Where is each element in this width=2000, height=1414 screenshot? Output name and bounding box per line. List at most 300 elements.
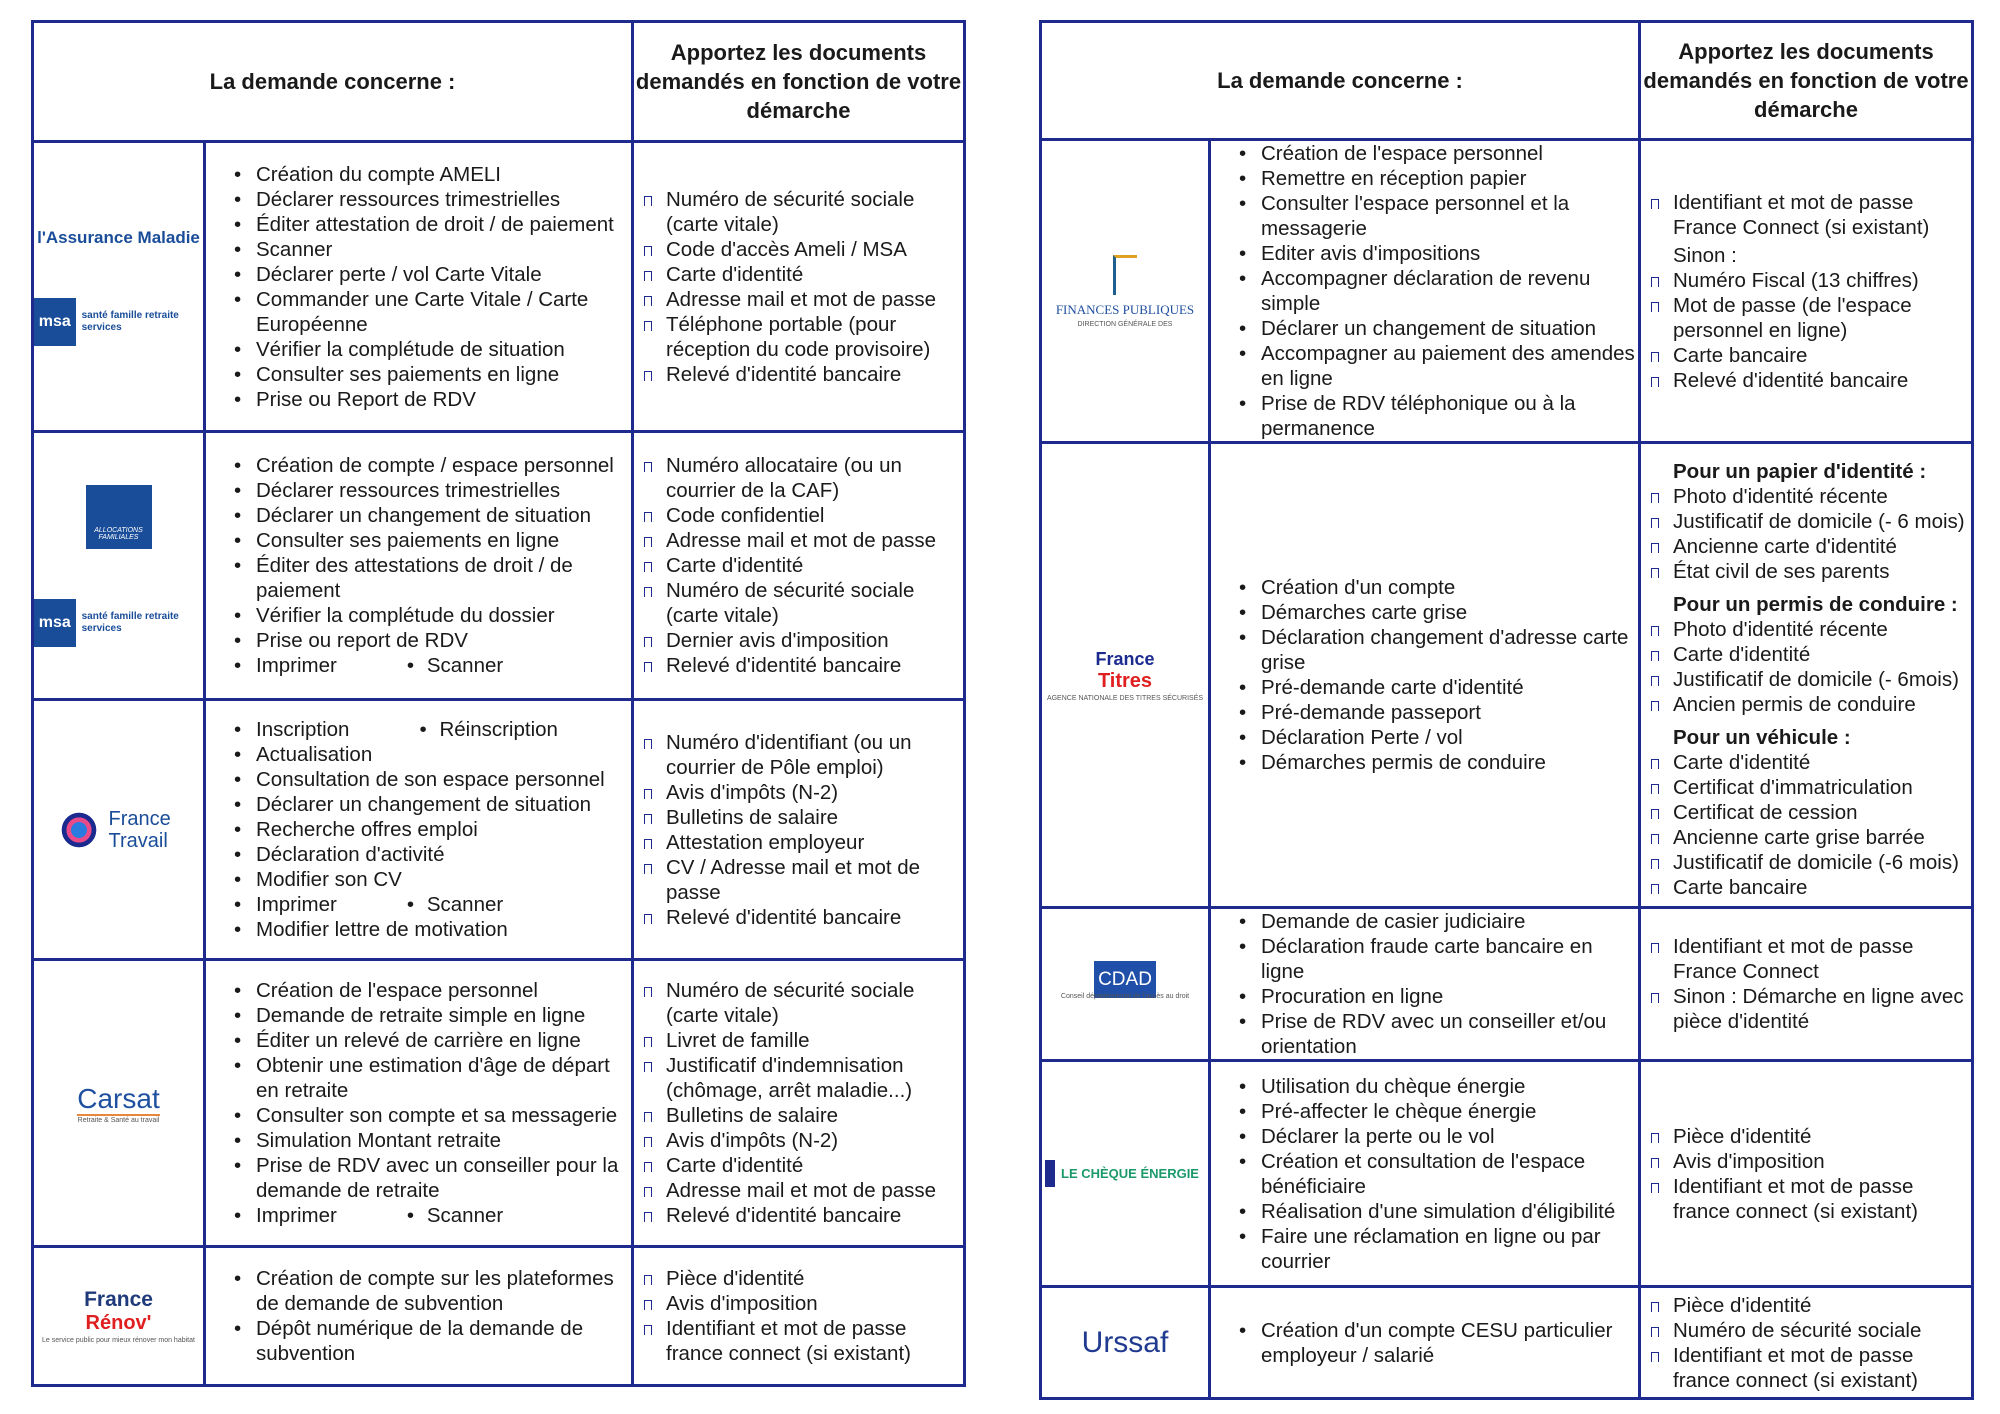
document-item (1651, 293, 1971, 343)
demarche-item: • Vérifier la complétude du dossier (234, 603, 631, 628)
document-item (644, 1128, 963, 1153)
documents-cell (633, 142, 965, 432)
document-item (1651, 190, 1971, 240)
document-item (644, 528, 963, 553)
logo-text-2: Titres (1097, 669, 1153, 692)
checkbox-icon (1651, 518, 1659, 528)
checkbox-icon (1651, 543, 1659, 553)
checkbox-icon (644, 562, 652, 572)
logo-text: LE CHÈQUE ÉNERGIE (1045, 1160, 1205, 1187)
document-item (1651, 1343, 1971, 1393)
document-item (1651, 1318, 1971, 1343)
demarche-item: • Pré-demande passeport (1239, 700, 1638, 725)
document-text: Code d'accès Ameli / MSA (666, 237, 907, 261)
checkbox-icon (644, 662, 652, 672)
demarche-item: • Déclaration d'activité (234, 842, 631, 867)
document-item (644, 453, 963, 503)
logo-carsat (34, 1083, 203, 1124)
msa-logo (34, 298, 203, 346)
document-item (1651, 484, 1971, 509)
checkbox-icon (644, 1137, 652, 1147)
logo-cell (33, 700, 205, 960)
logo-text: France (1095, 648, 1155, 669)
checkbox-icon (644, 789, 652, 799)
document-text: Pour un permis de conduire : (1673, 592, 1958, 616)
checkbox-icon (644, 1325, 652, 1335)
document-text: Avis d'imposition (666, 1292, 818, 1315)
demarche-text: Inscription (256, 718, 350, 741)
demarche-item: • Actualisation (234, 742, 631, 767)
checkbox-icon (1651, 277, 1659, 287)
demarche-text: • Scanner (407, 1204, 503, 1227)
checkbox-icon (1651, 809, 1659, 819)
checkbox-icon (1651, 1352, 1659, 1362)
document-text: Relevé d'identité bancaire (666, 905, 902, 929)
document-text: Numéro de sécurité sociale (1673, 1318, 1922, 1342)
document-text: Pièce d'identité (1673, 1124, 1812, 1148)
document-text: Téléphone portable (pour réception du code provisoire) (666, 312, 931, 361)
document-item (644, 730, 963, 780)
document-text: Adresse mail et mot de passe (666, 1179, 937, 1202)
logo-titres (1042, 649, 1208, 702)
checkbox-icon (644, 814, 652, 824)
msa-logo (34, 599, 203, 647)
document-text: Ancien permis de conduire (1673, 692, 1916, 716)
document-text: Adresse mail et mot de passe (666, 287, 937, 311)
document-item (1651, 559, 1971, 584)
checkbox-icon (1651, 352, 1659, 362)
demarche-item: • Déclaration Perte / vol (1239, 725, 1638, 750)
table-row (1041, 1061, 1973, 1287)
demarches-list (1211, 909, 1638, 1059)
document-text: Pour un papier d'identité : (1673, 459, 1927, 483)
document-text: Relevé d'identité bancaire (666, 654, 902, 677)
header-demande: La demande concerne : (33, 22, 633, 142)
document-item (1651, 775, 1971, 800)
document-item (644, 628, 963, 653)
checkbox-icon (644, 1037, 652, 1047)
checkbox-icon (1651, 1183, 1659, 1193)
demarche-item (234, 892, 631, 917)
document-text: Code confidentiel (666, 504, 825, 527)
demarche-item: • Création de compte sur les plateformes de demande de subvention (234, 1266, 631, 1316)
demarche-item (234, 717, 631, 742)
documents-cell (633, 960, 965, 1247)
document-item (644, 1153, 963, 1178)
msa-mark: msa (34, 298, 76, 346)
documents-list (634, 1266, 963, 1366)
document-item (1651, 534, 1971, 559)
document-text: Bulletins de salaire (666, 1104, 839, 1127)
logo-renov (34, 1288, 203, 1344)
document-text: Relevé d'identité bancaire (666, 362, 902, 386)
documents-cell (1640, 443, 1973, 908)
documents-cell (633, 1247, 965, 1386)
checkbox-icon (644, 246, 652, 256)
demarche-item: • Prise ou Report de RDV (234, 387, 631, 412)
document-item (1651, 1124, 1971, 1149)
demarches-list (1211, 575, 1638, 775)
table-row (33, 700, 965, 960)
document-text: Livret de famille (666, 1029, 810, 1052)
document-text: Photo d'identité récente (1673, 617, 1888, 641)
document-text: Identifiant et mot de passe France Connect (1673, 935, 1914, 983)
document-item (644, 262, 963, 287)
logo-subtitle: Le service public pour mieux rénover mon habitat (42, 1337, 195, 1344)
document-item (644, 1291, 963, 1316)
document-item (1651, 1174, 1971, 1224)
checkbox-icon (644, 739, 652, 749)
document-text: Sinon : Démarche en ligne avec pièce d'identité (1673, 985, 1964, 1033)
demarche-item: • Pré-affecter le chèque énergie (1239, 1099, 1638, 1124)
checkbox-icon (644, 987, 652, 997)
demarches-list (206, 717, 631, 942)
document-text: Identifiant et mot de passe France Connect (si existant) (1673, 190, 1930, 239)
documents-list (1641, 459, 1971, 900)
checkbox-icon (644, 587, 652, 597)
document-item (1651, 800, 1971, 825)
document-text: Carte d'identité (666, 554, 804, 577)
document-item (644, 1028, 963, 1053)
checkbox-icon (1651, 1302, 1659, 1312)
document-item (644, 905, 963, 930)
document-item (644, 855, 963, 905)
demarche-item: • Editer avis d'impositions (1239, 241, 1638, 266)
checkbox-icon (1651, 302, 1659, 312)
demarche-item: • Simulation Montant retraite (234, 1128, 631, 1153)
document-text: Numéro de sécurité sociale (carte vitale) (666, 187, 915, 236)
document-text: Certificat d'immatriculation (1673, 775, 1913, 799)
checkbox-icon (644, 864, 652, 874)
demarche-item: • Vérifier la complétude de situation (234, 337, 631, 362)
demarche-text: Imprimer (256, 1204, 337, 1227)
demarche-item: • Demande de casier judiciaire (1239, 909, 1638, 934)
checkbox-icon (1651, 784, 1659, 794)
document-text: Sinon : (1673, 243, 1737, 267)
checkbox-icon (1651, 701, 1659, 711)
checkbox-icon (644, 839, 652, 849)
documents-list (634, 730, 963, 930)
document-item (1651, 268, 1971, 293)
logo-cell (33, 960, 205, 1247)
document-item (644, 830, 963, 855)
caf-logo: ALLOCATIONS FAMILIALES (86, 485, 152, 549)
document-text: Justificatif de domicile (- 6mois) (1673, 667, 1959, 691)
demarches-cell (1210, 908, 1640, 1061)
checkbox-icon (1651, 199, 1659, 209)
documents-section-heading (1651, 725, 1971, 750)
checkbox-icon (644, 512, 652, 522)
msa-words: santé famille retraite services (81, 309, 179, 333)
demarche-item: • Éditer un relevé de carrière en ligne (234, 1028, 631, 1053)
document-item (644, 653, 963, 678)
demarche-item (234, 1203, 631, 1228)
document-item (644, 1103, 963, 1128)
demarche-item: • Déclaration changement d'adresse carte grise (1239, 625, 1638, 675)
demarches-list (206, 453, 631, 678)
documents-list (1641, 190, 1971, 393)
checkbox-icon (644, 1187, 652, 1197)
checkbox-icon (644, 1112, 652, 1122)
document-item (644, 1266, 963, 1291)
document-text: Certificat de cession (1673, 800, 1858, 824)
document-item (1651, 509, 1971, 534)
document-text: Justificatif d'indemnisation (chômage, arrêt maladie...) (666, 1054, 913, 1102)
documents-list (634, 978, 963, 1228)
demarche-item: • Modifier lettre de motivation (234, 917, 631, 942)
demarche-item: • Utilisation du chèque énergie (1239, 1074, 1638, 1099)
demarche-item: • Création et consultation de l'espace bénéficiaire (1239, 1149, 1638, 1199)
demarches-cell (205, 960, 633, 1247)
logo-text: France Travail (108, 807, 171, 852)
document-item (1651, 825, 1971, 850)
demarche-item: • Prise ou report de RDV (234, 628, 631, 653)
document-text: Justificatif de domicile (- 6 mois) (1673, 509, 1965, 533)
document-text: Numéro de sécurité sociale (carte vitale) (666, 579, 915, 627)
checkbox-icon (1651, 834, 1659, 844)
documents-list (1641, 1293, 1971, 1393)
document-item (644, 1203, 963, 1228)
document-item (644, 780, 963, 805)
logo-cell (33, 432, 205, 700)
document-text: Mot de passe (de l'espace personnel en ligne) (1673, 293, 1912, 342)
demarche-item: • Consultation de son espace personnel (234, 767, 631, 792)
documents-cell (1640, 1287, 1973, 1399)
document-text: Numéro d'identifiant (ou un courrier de Pôle emploi) (666, 730, 912, 779)
table-row (1041, 908, 1973, 1061)
checkbox-icon (1651, 1133, 1659, 1143)
document-item (644, 287, 963, 312)
demarches-cell (1210, 140, 1640, 443)
checkbox-icon (644, 1212, 652, 1222)
document-text: Identifiant et mot de passe france connect (si existant) (1673, 1343, 1918, 1392)
logo-text: Carsat (77, 1082, 160, 1114)
documents-list (634, 187, 963, 387)
documents-section-heading (1651, 459, 1971, 484)
document-item (1651, 1149, 1971, 1174)
demarches-list (206, 1266, 631, 1366)
document-item (1651, 750, 1971, 775)
checkbox-icon (644, 462, 652, 472)
demarche-item: • Prise de RDV téléphonique ou à la permanence (1239, 391, 1638, 441)
demarches-cell (205, 700, 633, 960)
checkbox-icon (1651, 759, 1659, 769)
demarche-item: • Déclarer un changement de situation (234, 792, 631, 817)
checkbox-icon (644, 321, 652, 331)
demarche-item: • Éditer attestation de droit / de paiement (234, 212, 631, 237)
demarche-item (234, 653, 631, 678)
demarche-item: • Déclarer ressources trimestrielles (234, 187, 631, 212)
document-text: CV / Adresse mail et mot de passe (666, 855, 921, 904)
document-text: Photo d'identité récente (1673, 484, 1888, 508)
demarches-list (1211, 1318, 1638, 1368)
logo-cell (1041, 908, 1210, 1061)
logo-text: CDAD (1094, 961, 1156, 998)
document-text: Carte d'identité (1673, 642, 1811, 666)
document-item (644, 1316, 963, 1366)
demarche-item: • Obtenir une estimation d'âge de départ en retraite (234, 1053, 631, 1103)
document-item (1651, 984, 1971, 1034)
demarche-item: • Demande de retraite simple en ligne (234, 1003, 631, 1028)
checkbox-icon (1651, 676, 1659, 686)
demarche-item: • Création d'un compte (1239, 575, 1638, 600)
document-item (1651, 1293, 1971, 1318)
document-text: Numéro Fiscal (13 chiffres) (1673, 268, 1919, 292)
demarche-item: • Consulter son compte et sa messagerie (234, 1103, 631, 1128)
msa-words: santé famille retraite services (81, 610, 179, 634)
documents-cell (633, 700, 965, 960)
header-documents: Apportez les documents demandés en fonction de votre démarche (1640, 22, 1973, 140)
demarche-item: • Commander une Carte Vitale / Carte Européenne (234, 287, 631, 337)
documents-cell (633, 432, 965, 700)
msa-mark: msa (34, 599, 76, 647)
document-text: État civil de ses parents (1673, 559, 1890, 583)
document-text: Carte d'identité (1673, 750, 1811, 774)
demarche-item: • Création de l'espace personnel (1239, 141, 1638, 166)
document-text: Relevé d'identité bancaire (666, 1204, 902, 1227)
logo-subtitle: DIRECTION GÉNÉRALE DES (1077, 320, 1173, 328)
document-text: Ancienne carte d'identité (1673, 534, 1897, 558)
logo-ft (34, 808, 203, 852)
demarche-item: • Consulter ses paiements en ligne (234, 528, 631, 553)
document-item (1651, 243, 1971, 268)
demarche-item: • Démarches permis de conduire (1239, 750, 1638, 775)
documents-list (1641, 934, 1971, 1034)
document-text: Carte d'identité (666, 262, 804, 286)
document-item (1651, 875, 1971, 900)
document-text: Carte bancaire (1673, 875, 1808, 899)
logo-cell (1041, 1287, 1210, 1399)
logo-msa (34, 559, 203, 647)
documents-cell (1640, 140, 1973, 443)
checkbox-icon (1651, 568, 1659, 578)
checkbox-icon (644, 1162, 652, 1172)
document-text: Carte bancaire (1673, 343, 1808, 367)
document-item (644, 978, 963, 1028)
demarche-item: • Consulter l'espace personnel et la messagerie (1239, 191, 1638, 241)
demarche-text: • Réinscription (419, 718, 558, 741)
document-text: Pièce d'identité (1673, 1293, 1812, 1317)
document-text: Numéro allocataire (ou un courrier de la CAF) (666, 454, 902, 502)
logo-cell (33, 142, 205, 432)
logo-msa (34, 258, 203, 346)
demarche-item: • Modifier son CV (234, 867, 631, 892)
logo-dgfip (1042, 255, 1208, 328)
demarche-item: • Accompagner au paiement des amendes en ligne (1239, 341, 1638, 391)
document-item (644, 1053, 963, 1103)
document-text: Numéro de sécurité sociale (carte vitale) (666, 979, 915, 1027)
checkbox-icon (1651, 859, 1659, 869)
demarche-item: • Création du compte AMELI (234, 162, 631, 187)
logo-text-2: Rénov' (85, 1312, 152, 1334)
checkbox-icon (1651, 651, 1659, 661)
document-item (1651, 692, 1971, 717)
demarches-cell (1210, 1287, 1640, 1399)
demarche-item: • Accompagner déclaration de revenu simple (1239, 266, 1638, 316)
demarche-item: • Démarches carte grise (1239, 600, 1638, 625)
checkbox-icon (1651, 884, 1659, 894)
document-text: Identifiant et mot de passe france connect (si existant) (666, 1317, 911, 1365)
demarche-item: • Faire une réclamation en ligne ou par courrier (1239, 1224, 1638, 1274)
checkbox-icon (1651, 993, 1659, 1003)
demarches-cell (205, 1247, 633, 1386)
demarche-item: • Prise de RDV avec un conseiller pour la demande de retraite (234, 1153, 631, 1203)
document-text: Avis d'imposition (1673, 1149, 1825, 1173)
logo-subtitle: Conseil départemental de l'accès au droit (1060, 992, 1190, 1000)
checkbox-icon (644, 1062, 652, 1072)
demarche-item: • Déclarer la perte ou le vol (1239, 1124, 1638, 1149)
demarche-item: • Création de compte / espace personnel (234, 453, 631, 478)
logo-text: l'Assurance Maladie (37, 227, 200, 247)
documents-cell (1640, 908, 1973, 1061)
logo-caf (34, 485, 203, 549)
services-table-left (31, 20, 966, 1387)
demarche-text: Imprimer (256, 654, 337, 677)
table-row (1041, 1287, 1973, 1399)
checkbox-icon (644, 371, 652, 381)
documents-cell (1640, 1061, 1973, 1287)
logo-cell (33, 1247, 205, 1386)
demarches-list (1211, 141, 1638, 441)
document-item (1651, 934, 1971, 984)
logo-text: Urssaf (1081, 1325, 1169, 1359)
document-text: Identifiant et mot de passe france connect (si existant) (1673, 1174, 1918, 1223)
demarche-text: • Scanner (407, 893, 503, 916)
demarche-item: • Dépôt numérique de la demande de subvention (234, 1316, 631, 1366)
document-item (644, 503, 963, 528)
checkbox-icon (1651, 943, 1659, 953)
document-text: Bulletins de salaire (666, 805, 839, 829)
table-row (1041, 140, 1973, 443)
document-text: Attestation employeur (666, 830, 865, 854)
documents-list (1641, 1124, 1971, 1224)
document-text: Pour un véhicule : (1673, 725, 1851, 749)
table-row (33, 142, 965, 432)
document-text: Relevé d'identité bancaire (1673, 368, 1909, 392)
demarches-cell (205, 142, 633, 432)
table-row (33, 1247, 965, 1386)
document-text: Adresse mail et mot de passe (666, 529, 937, 552)
checkbox-icon (644, 914, 652, 924)
document-item (1651, 617, 1971, 642)
document-item (644, 187, 963, 237)
demarche-item: • Procuration en ligne (1239, 984, 1638, 1009)
table-row (33, 432, 965, 700)
header-documents: Apportez les documents demandés en fonction de votre démarche (633, 22, 965, 142)
checkbox-icon (644, 1275, 652, 1285)
logo-text: FINANCES PUBLIQUES (1055, 301, 1195, 317)
france-travail-dots-icon (57, 808, 101, 852)
demarche-item: • Éditer des attestations de droit / de paiement (234, 553, 631, 603)
checkbox-icon (1651, 493, 1659, 503)
table-row (33, 960, 965, 1247)
document-text: Ancienne carte grise barrée (1673, 825, 1925, 849)
header-demande: La demande concerne : (1041, 22, 1640, 140)
checkbox-icon (644, 537, 652, 547)
demarche-item: • Création de l'espace personnel (234, 978, 631, 1003)
logo-cell (1041, 443, 1210, 908)
logo-cell (1041, 140, 1210, 443)
demarche-item: • Déclarer ressources trimestrielles (234, 478, 631, 503)
demarches-list (1211, 1074, 1638, 1274)
checkbox-icon (1651, 377, 1659, 387)
logo-subtitle: AGENCE NATIONALE DES TITRES SÉCURISÉS (1046, 694, 1204, 702)
checkbox-icon (644, 637, 652, 647)
document-item (644, 312, 963, 362)
demarche-item: • Recherche offres emploi (234, 817, 631, 842)
documents-list (634, 453, 963, 678)
demarche-item: • Consulter ses paiements en ligne (234, 362, 631, 387)
